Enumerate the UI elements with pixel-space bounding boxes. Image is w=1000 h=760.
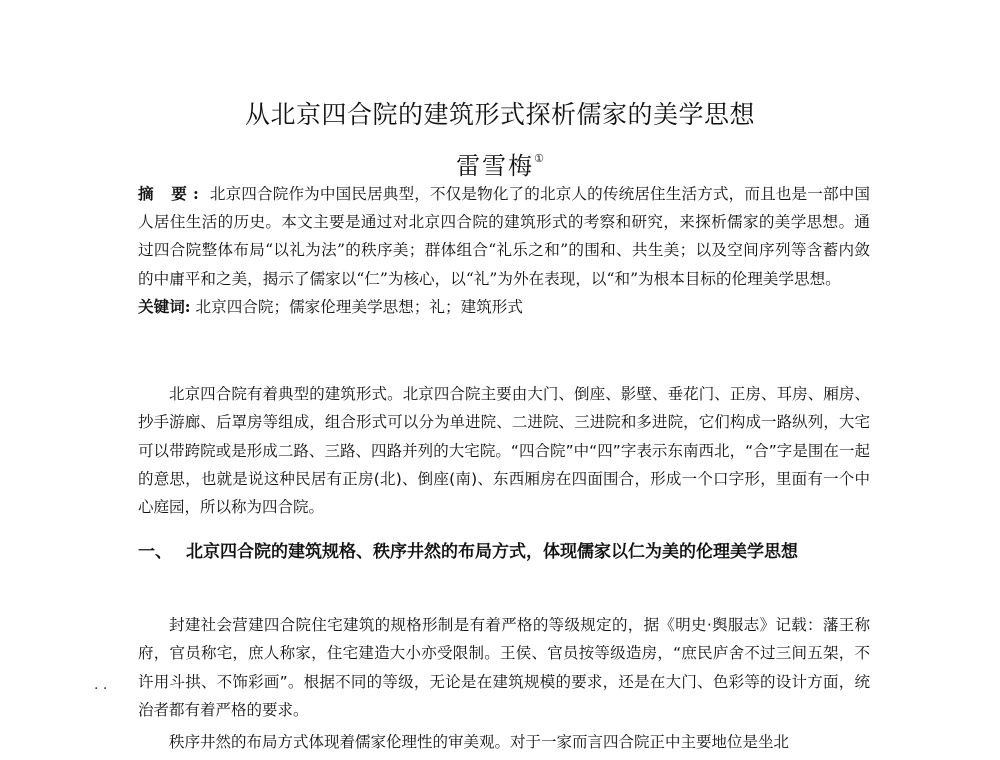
intro-section bbox=[138, 380, 870, 521]
margin-mark: . . bbox=[94, 677, 108, 693]
keywords-line bbox=[138, 293, 870, 321]
section-body bbox=[138, 611, 870, 756]
keywords-text: 北京四合院；儒家伦理美学思想；礼；建筑形式 bbox=[195, 297, 523, 316]
author-name: 雷雪梅 bbox=[456, 152, 535, 180]
section-paragraph-2: 秩序井然的布局方式体现着儒家伦理性的审美观。对于一家而言四合院正中主要地位是坐北 bbox=[169, 733, 790, 752]
abstract-text: 北京四合院作为中国民居典型，不仅是物化了的北京人的传统居住生活方式，而且也是一部中国人居住生活的历史。本文主要是通过对北京四合院的建筑形式的考察和研究，来探析儒家的美学思想。通过四合院整体布局“以礼为法”的秩序美；群体组合“礼乐之和”的围和、共生美；以及空间序列等含蓄内敛的中庸平和之美，揭示了儒家以“仁”为核心，以“礼”为外在表现，以“和”为根本目标的伦理美学思想。 bbox=[138, 185, 870, 288]
abstract-block bbox=[138, 180, 870, 321]
section-heading-text: 北京四合院的建筑规格、秩序井然的布局方式，体现儒家以仁为美的伦理美学思想 bbox=[186, 542, 798, 562]
author-footnote-mark: ① bbox=[534, 152, 544, 165]
section-number: 一、 bbox=[138, 542, 172, 562]
author-line bbox=[0, 143, 1000, 182]
keywords-label: 关键词: bbox=[138, 296, 191, 316]
intro-paragraph: 北京四合院有着典型的建筑形式。北京四合院主要由大门、倒座、影壁、垂花门、正房、耳房、厢房、抄手游廊、后罩房等组成，组合形式可以分为单进院、二进院、三进院和多进院，它们构成一路纵列，大宅可以带跨院或是形成二路、三路、四路并列的大宅院。“四合院”中“四”字表示东南西北，“合”字是围在一起的意思，也就是说这种民居有正房(北)、倒座(南)、东西厢房在四面围合，形成一个口字形，里面有一个中心庭园，所以称为四合院。 bbox=[138, 385, 870, 517]
section-heading bbox=[138, 536, 870, 569]
abstract-paragraph bbox=[138, 180, 870, 293]
abstract-label: 摘 要: bbox=[138, 184, 205, 203]
paper-title: 从北京四合院的建筑形式探析儒家的美学思想 bbox=[244, 100, 755, 129]
section-paragraph-1: 封建社会营建四合院住宅建筑的规格形制是有着严格的等级规定的，据《明史·舆服志》记载：藩王称府，官员称宅，庶人称家，住宅建造大小亦受限制。王侯、官员按等级造房，“庶民庐舍不过三间五架，不许用斗拱、不饰彩画”。根据不同的等级，无论是在建筑规模的要求，还是在大门、色彩等的设计方面，统治者都有着严格的要求。 bbox=[138, 616, 870, 719]
